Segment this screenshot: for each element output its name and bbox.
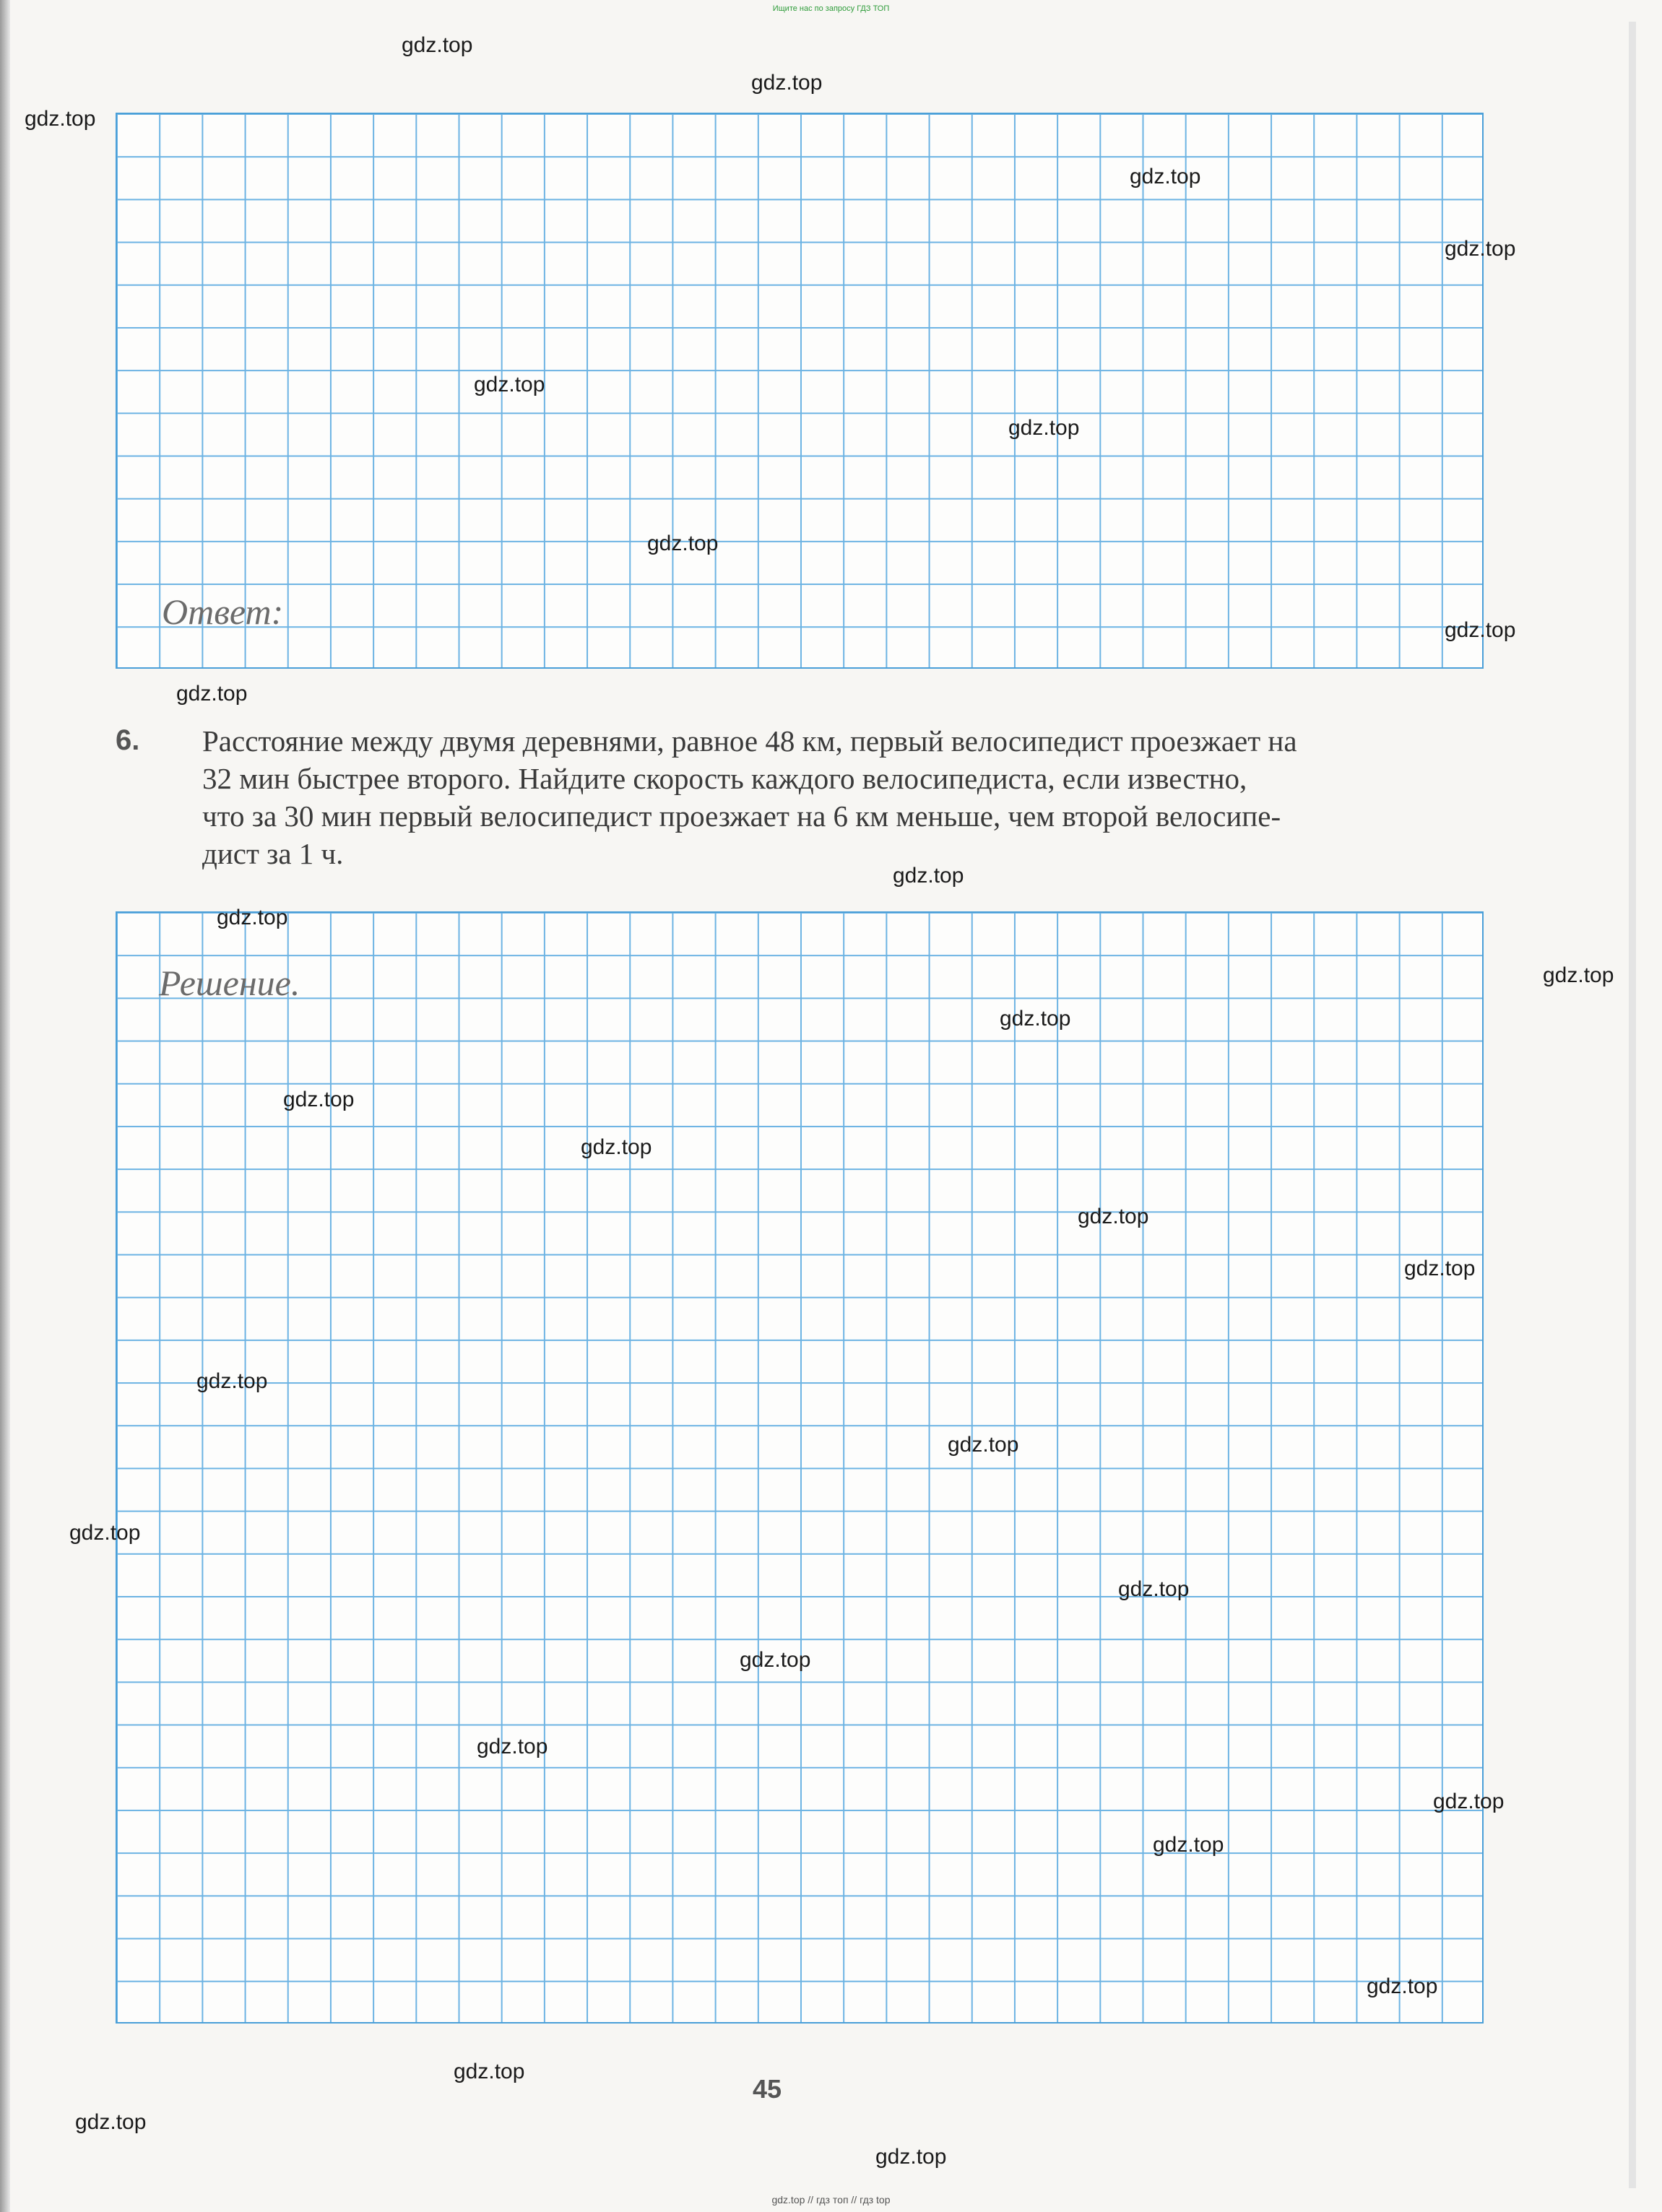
watermark: gdz.top	[1078, 1205, 1149, 1228]
watermark: gdz.top	[581, 1135, 652, 1159]
page-edge-shadow	[0, 0, 10, 2212]
watermark: gdz.top	[1433, 1790, 1505, 1813]
watermark: gdz.top	[176, 682, 248, 706]
watermark: gdz.top	[69, 1521, 141, 1545]
watermark: gdz.top	[477, 1735, 548, 1758]
watermark: gdz.top	[1543, 963, 1614, 987]
page-number: 45	[753, 2074, 782, 2104]
watermark: gdz.top	[948, 1433, 1019, 1457]
watermark: gdz.top	[1404, 1257, 1476, 1280]
watermark: gdz.top	[1445, 618, 1516, 642]
task-line: дист за 1 ч.	[202, 837, 344, 870]
solution-grid	[116, 911, 1484, 2024]
page-edge-right	[1629, 22, 1636, 2188]
watermark: gdz.top	[1008, 416, 1080, 440]
footer-note: gdz.top // гдз топ // гдз top	[771, 2194, 891, 2206]
watermark: gdz.top	[402, 33, 473, 57]
task-line: что за 30 мин первый велосипедист проезжает на 6 км меньше, чем второй велосипе-	[202, 799, 1281, 833]
watermark: gdz.top	[196, 1369, 268, 1393]
watermark: gdz.top	[740, 1648, 811, 1672]
solution-label: Решение.	[159, 963, 300, 1003]
watermark: gdz.top	[1130, 165, 1201, 188]
watermark: gdz.top	[1000, 1007, 1071, 1031]
watermark: gdz.top	[474, 373, 545, 396]
watermark: gdz.top	[751, 71, 823, 95]
task-line: 32 мин быстрее второго. Найдите скорость каждого велосипедиста, если известно,	[202, 762, 1247, 795]
task-number: 6.	[116, 724, 140, 756]
answer-grid	[116, 113, 1484, 669]
answer-label: Ответ:	[162, 591, 284, 632]
watermark: gdz.top	[217, 906, 288, 929]
watermark: gdz.top	[647, 532, 719, 555]
watermark: gdz.top	[875, 2145, 947, 2169]
watermark: gdz.top	[1445, 237, 1516, 261]
watermark: gdz.top	[283, 1088, 355, 1111]
header-note: Ищите нас по запросу ГДЗ ТОП	[772, 4, 890, 13]
watermark: gdz.top	[75, 2110, 147, 2134]
task-line: Расстояние между двумя деревнями, равное 48 км, первый велосипедист проезжает на	[202, 724, 1297, 758]
watermark: gdz.top	[1367, 1974, 1438, 1998]
watermark: gdz.top	[1153, 1833, 1224, 1857]
watermark: gdz.top	[25, 107, 96, 131]
watermark: gdz.top	[1118, 1577, 1190, 1601]
watermark: gdz.top	[893, 864, 964, 888]
watermark: gdz.top	[454, 2060, 525, 2083]
task-text	[202, 722, 1488, 872]
